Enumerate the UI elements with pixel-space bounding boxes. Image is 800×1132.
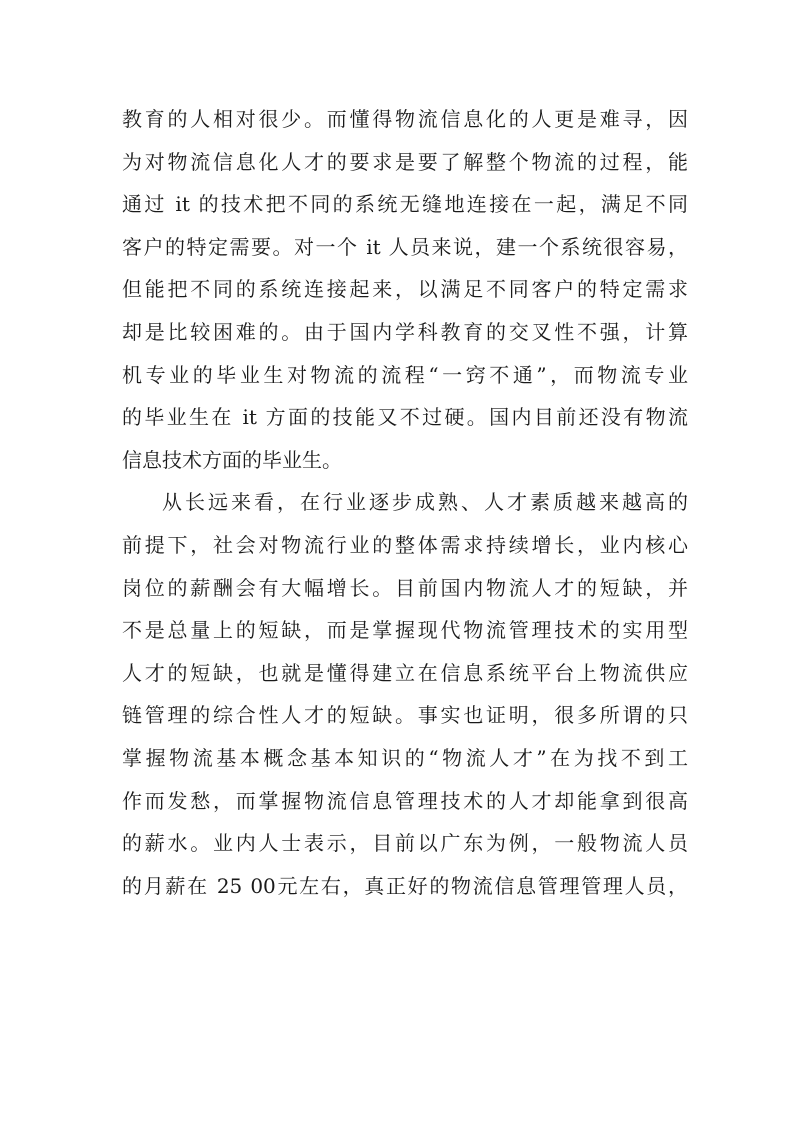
paragraph-line: 机专业的毕业生对物流的流程“一窍不通”，而物流专业 — [122, 362, 688, 387]
paragraph-line: 的月薪在 25 00元左右，真正好的物流信息管理管理人员， — [122, 873, 688, 898]
paragraph-line: 链管理的综合性人才的短缺。事实也证明，很多所谓的只 — [122, 703, 688, 728]
paragraph-line: 不是总量上的短缺，而是掌握现代物流管理技术的实用型 — [122, 618, 688, 643]
paragraph-line: 的薪水。业内人士表示，目前以广东为例，一般物流人员 — [122, 831, 688, 856]
paragraph-line: 人才的短缺，也就是懂得建立在信息系统平台上物流供应 — [122, 660, 688, 685]
paragraph-line: 教育的人相对很少。而懂得物流信息化的人更是难寻，因 — [122, 107, 688, 131]
paragraph-line: 为对物流信息化人才的要求是要了解整个物流的过程，能 — [122, 149, 688, 174]
paragraph-line: 前提下，社会对物流行业的整体需求持续增长，业内核心 — [122, 532, 688, 557]
paragraph-line: 客户的特定需要。对一个 it 人员来说，建一个系统很容易， — [122, 234, 688, 259]
paragraph-line: 却是比较困难的。由于国内学科教育的交叉性不强，计算 — [122, 319, 688, 344]
paragraph-line: 作而发愁，而掌握物流信息管理技术的人才却能拿到很高 — [122, 788, 688, 813]
paragraph-line: 通过 it 的技术把不同的系统无缝地连接在一起，满足不同 — [122, 192, 688, 217]
paragraph-line: 岗位的薪酬会有大幅增长。目前国内物流人才的短缺，并 — [122, 575, 688, 600]
paragraph-line: 从长远来看，在行业逐步成熟、人才素质越来越高的 — [162, 490, 688, 515]
paragraph-line: 但能把不同的系统连接起来，以满足不同客户的特定需求 — [122, 277, 688, 302]
paragraph-line: 的毕业生在 it 方面的技能又不过硬。国内目前还没有物流 — [122, 405, 688, 430]
paragraph-line: 信息技术方面的毕业生。 — [122, 447, 342, 472]
document-body — [122, 98, 688, 907]
paragraph-line: 掌握物流基本概念基本知识的“物流人才”在为找不到工 — [122, 745, 688, 770]
